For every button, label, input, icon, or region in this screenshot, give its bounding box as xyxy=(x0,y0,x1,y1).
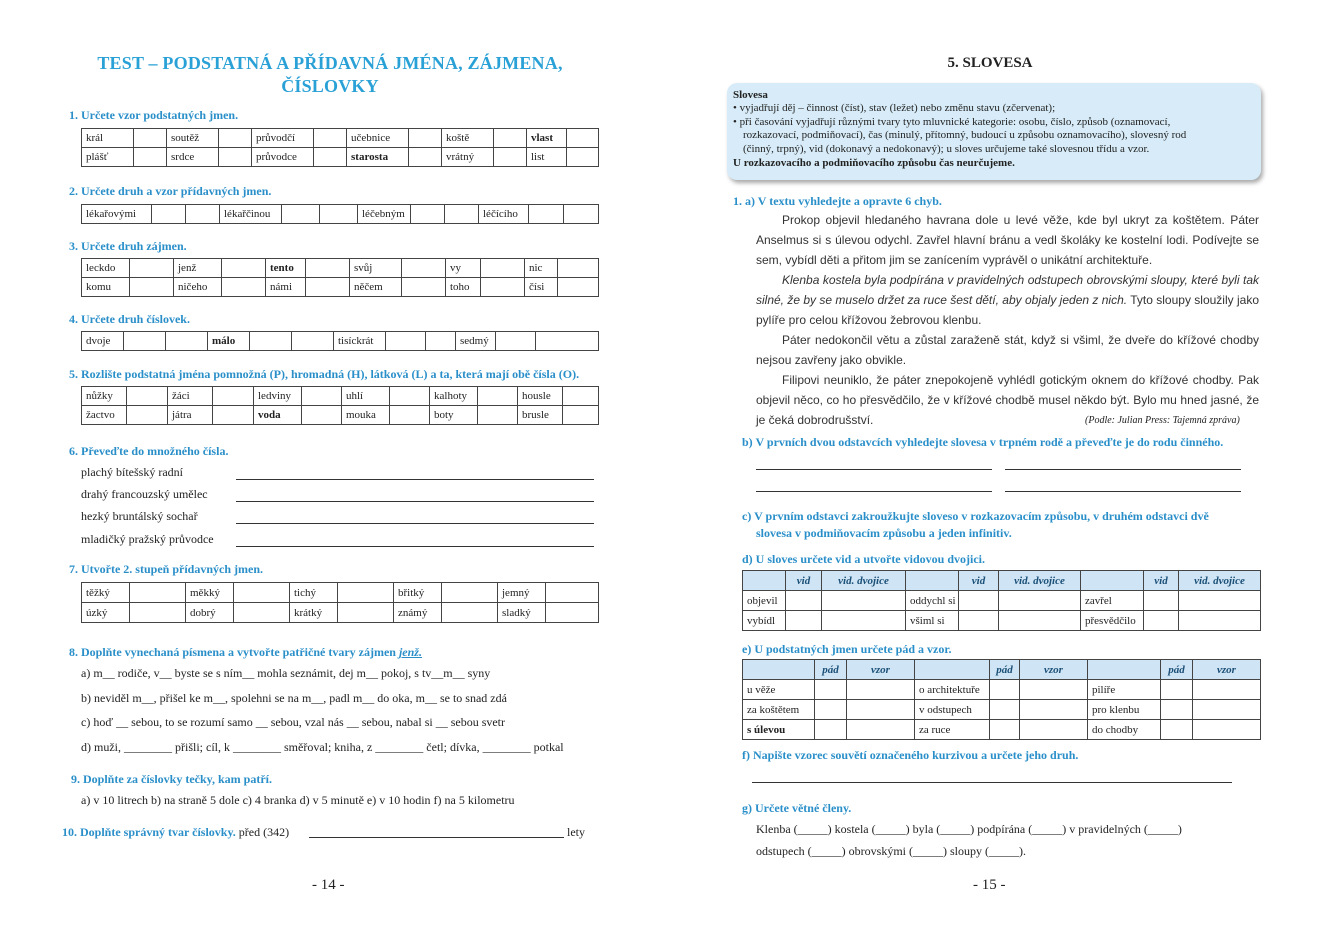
word-cell: plášť xyxy=(82,148,134,167)
answer-cell[interactable] xyxy=(166,332,208,351)
answer-cell[interactable] xyxy=(222,259,266,278)
word-cell: tento xyxy=(266,259,306,278)
answer-cell[interactable] xyxy=(847,680,915,700)
q1a-label: 1. a) V textu vyhledejte a opravte 6 chyb. xyxy=(733,194,942,208)
qe-table xyxy=(742,659,1261,740)
header-cell xyxy=(1088,660,1161,680)
answer-cell[interactable] xyxy=(822,591,906,611)
word-cell: mouka xyxy=(342,406,390,425)
qe-row xyxy=(743,700,1261,720)
answer-cell[interactable] xyxy=(402,259,446,278)
answer-line[interactable] xyxy=(236,501,594,502)
word-cell: průvodčí xyxy=(252,129,314,148)
answer-cell[interactable] xyxy=(130,278,174,297)
word-cell: námi xyxy=(266,278,306,297)
answer-cell[interactable] xyxy=(292,332,334,351)
q7-table xyxy=(81,582,599,623)
answer-cell[interactable] xyxy=(409,129,442,148)
chapter-title: 5. SLOVESA xyxy=(947,55,1033,71)
answer-cell[interactable] xyxy=(1161,720,1193,740)
answer-cell[interactable] xyxy=(558,259,599,278)
qb-label: b) V prvních dvou odstavcích vyhledejte slovesa v trpném rodě a převeďte je do rodu činného. xyxy=(742,435,1224,449)
answer-cell[interactable] xyxy=(563,387,599,406)
answer-cell[interactable] xyxy=(1179,591,1261,611)
word-cell: srdce xyxy=(167,148,219,167)
q5-row xyxy=(82,387,599,406)
text-paragraph-4: Filipovi neuniklo, že páter znepokojeně vyhlédl gotickým oknem do křížové chodby. Pak objevil něco, co ho přesvědčilo, že v křížové chodbě musel někdo být. Bylo mu hned jasné, že je čeká dobrodrušství. xyxy=(756,373,1259,427)
answer-cell[interactable] xyxy=(302,387,342,406)
answer-cell[interactable] xyxy=(314,148,347,167)
answer-cell[interactable] xyxy=(558,278,599,297)
source-citation: (Podle: Julian Press: Tajemná zpráva) xyxy=(1085,415,1240,426)
q8-label-word: jenž. xyxy=(398,645,422,659)
q8-line: d) muži, ________ přišli; cíl, k ________ směřoval; kniha, z ________ četl; dívka, ________ potkal xyxy=(81,740,564,754)
q5-table xyxy=(81,386,599,425)
title-line-2: ČÍSLOVKY xyxy=(281,76,379,96)
word-cell: voda xyxy=(254,406,302,425)
answer-cell[interactable] xyxy=(222,278,266,297)
text-paragraph-1: Prokop objevil hledaného havrana dole u levé věže, kde byl ukryt za koštětem. Páter Anselmus si s úlevou odychl. Zavřel hlavní bránu a vedl školáky ke kostelní lodi. Podívejte se sem, vybídl děti a přitom jim se zanícením vyprávěl o unikátní architektuře. xyxy=(756,213,1259,267)
word-cell: brusle xyxy=(518,406,563,425)
word-cell: vlast xyxy=(527,129,567,148)
answer-cell[interactable] xyxy=(567,148,599,167)
word-cell: tichý xyxy=(290,583,338,603)
q2-label: 2. Určete druh a vzor přídavných jmen. xyxy=(69,184,272,198)
answer-cell[interactable] xyxy=(1144,591,1179,611)
answer-cell[interactable] xyxy=(564,205,599,224)
answer-cell[interactable] xyxy=(563,406,599,425)
word-cell: housle xyxy=(518,387,563,406)
q8-line: a) m__ rodiče, v__ byste se s ním__ mohla seznámit, dej m__ pokoj, s tv__m__ syny xyxy=(81,666,491,680)
q1-row xyxy=(82,129,599,148)
word-cell: sladký xyxy=(498,603,546,623)
q9-label: 9. Doplňte za číslovky tečky, kam patří. xyxy=(71,772,272,786)
answer-cell[interactable] xyxy=(959,591,999,611)
text-italic-sentence: Klenba kostela byla podpírána v pravidelných odstupech obrovskými sloupy, které byli tak silné, že by se muselo držet za ruce šest dětí, aby objaly jeden z nich. xyxy=(756,273,1259,307)
header-cell: vzor xyxy=(1020,660,1088,680)
word-cell: vrátný xyxy=(442,148,494,167)
header-cell: pád xyxy=(990,660,1020,680)
answer-cell[interactable] xyxy=(990,720,1020,740)
page-number: - 15 - xyxy=(973,877,1006,893)
answer-cell[interactable] xyxy=(302,406,342,425)
qd-label: d) U sloves určete vid a utvořte vidovou dvojici. xyxy=(742,552,985,566)
word-cell: lékařčinou xyxy=(220,205,282,224)
header-cell xyxy=(743,660,815,680)
answer-cell[interactable] xyxy=(442,583,498,603)
header-cell xyxy=(1081,571,1144,591)
answer-cell[interactable] xyxy=(1144,611,1179,631)
answer-cell[interactable] xyxy=(152,205,186,224)
word-cell: soutěž xyxy=(167,129,219,148)
word-cell: těžký xyxy=(82,583,130,603)
word-cell: všiml si xyxy=(906,611,959,631)
answer-cell[interactable] xyxy=(847,700,915,720)
answer-cell[interactable] xyxy=(1193,720,1261,740)
q8-label-text: 8. Doplňte vynechaná písmena a vytvořte patřičné tvary zájmen xyxy=(69,645,396,659)
qg-line: odstupech (_____) obrovskými (_____) sloupy (_____). xyxy=(756,844,1026,858)
word-cell: u věže xyxy=(743,680,815,700)
qe-header-row xyxy=(743,660,1261,680)
word-cell: leckdo xyxy=(82,259,130,278)
answer-cell[interactable] xyxy=(478,406,518,425)
word-cell: učebnice xyxy=(347,129,409,148)
answer-cell[interactable] xyxy=(390,406,430,425)
word-cell: málo xyxy=(208,332,250,351)
q3-label: 3. Určete druh zájmen. xyxy=(69,239,187,253)
word-cell: oddychl si xyxy=(906,591,959,611)
word-cell: žáci xyxy=(168,387,213,406)
header-cell: vid xyxy=(1144,571,1179,591)
answer-cell[interactable] xyxy=(481,259,525,278)
answer-cell[interactable] xyxy=(282,205,320,224)
answer-cell[interactable] xyxy=(130,259,174,278)
word-cell: léčebným xyxy=(358,205,411,224)
answer-cell[interactable] xyxy=(815,720,847,740)
word-cell: list xyxy=(527,148,567,167)
word-cell: pro klenbu xyxy=(1088,700,1161,720)
answer-cell[interactable] xyxy=(815,700,847,720)
answer-cell[interactable] xyxy=(130,603,186,623)
header-cell xyxy=(906,571,959,591)
answer-line[interactable] xyxy=(236,546,594,547)
qc-label-1: c) V prvním odstavci zakroužkujte sloveso v rozkazovacím způsobu, v druhém odstavci dvě xyxy=(742,509,1209,523)
word-cell: dvoje xyxy=(82,332,124,351)
answer-cell[interactable] xyxy=(320,205,358,224)
answer-cell[interactable] xyxy=(496,332,536,351)
answer-cell[interactable] xyxy=(130,583,186,603)
header-cell xyxy=(915,660,990,680)
qe-label: e) U podstatných jmen určete pád a vzor. xyxy=(742,642,952,656)
q2-table xyxy=(81,204,599,224)
q8-line: c) hoď __ sebou, to se rozumí samo __ sebou, vzal nás __ sebou, nabal si __ sebou svetr xyxy=(81,715,506,729)
answer-cell[interactable] xyxy=(411,205,445,224)
word-cell: krátký xyxy=(290,603,338,623)
answer-cell[interactable] xyxy=(999,611,1081,631)
answer-cell[interactable] xyxy=(1193,700,1261,720)
word-cell: něčem xyxy=(350,278,402,297)
q10-label-text: 10. Doplňte správný tvar číslovky. xyxy=(62,825,236,839)
q2-row xyxy=(82,205,599,224)
answer-cell[interactable] xyxy=(546,603,599,623)
qd-header-row xyxy=(743,571,1261,591)
answer-cell[interactable] xyxy=(1179,611,1261,631)
answer-cell[interactable] xyxy=(786,611,822,631)
word-cell: žactvo xyxy=(82,406,127,425)
word-cell: ledviny xyxy=(254,387,302,406)
qd-table xyxy=(742,570,1261,631)
q4-row xyxy=(82,332,599,351)
info-box-line: U rozkazovacího a podmiňovacího způsobu čas neurčujeme. xyxy=(733,157,1015,169)
header-cell: vzor xyxy=(1193,660,1261,680)
word-cell: vy xyxy=(446,259,481,278)
answer-cell[interactable] xyxy=(494,129,527,148)
q1-row xyxy=(82,148,599,167)
answer-cell[interactable] xyxy=(990,680,1020,700)
answer-line[interactable] xyxy=(236,523,594,524)
word-cell: starosta xyxy=(347,148,409,167)
answer-cell[interactable] xyxy=(409,148,442,167)
answer-cell[interactable] xyxy=(786,591,822,611)
word-cell: tisíckrát xyxy=(334,332,386,351)
answer-cell[interactable] xyxy=(250,332,292,351)
word-cell: známý xyxy=(394,603,442,623)
answer-cell[interactable] xyxy=(442,603,498,623)
word-cell: toho xyxy=(446,278,481,297)
answer-cell[interactable] xyxy=(127,387,168,406)
word-cell: léčícího xyxy=(479,205,529,224)
answer-line[interactable] xyxy=(756,491,992,492)
q7-row xyxy=(82,583,599,603)
answer-cell[interactable] xyxy=(536,332,599,351)
answer-cell[interactable] xyxy=(306,278,350,297)
word-cell: objevil xyxy=(743,591,786,611)
header-cell: vzor xyxy=(847,660,915,680)
word-cell: vybídl xyxy=(743,611,786,631)
answer-cell[interactable] xyxy=(959,611,999,631)
header-cell: vid xyxy=(786,571,822,591)
answer-cell[interactable] xyxy=(213,406,254,425)
header-cell: vid xyxy=(959,571,999,591)
word-cell: za ruce xyxy=(915,720,990,740)
answer-cell[interactable] xyxy=(481,278,525,297)
answer-line[interactable] xyxy=(236,479,594,480)
answer-cell[interactable] xyxy=(990,700,1020,720)
title-line-1: TEST – PODSTATNÁ A PŘÍDAVNÁ JMÉNA, ZÁJMENA, xyxy=(97,53,563,73)
answer-cell[interactable] xyxy=(402,278,446,297)
answer-cell[interactable] xyxy=(390,387,430,406)
word-cell: průvodce xyxy=(252,148,314,167)
q6-label: 6. Převeďte do množného čísla. xyxy=(69,444,229,458)
q7-label: 7. Utvořte 2. stupeň přídavných jmen. xyxy=(69,562,263,576)
q8-label xyxy=(69,645,422,660)
word-cell: uhlí xyxy=(342,387,390,406)
q3-row xyxy=(82,278,599,297)
answer-cell[interactable] xyxy=(822,611,906,631)
word-cell: boty xyxy=(430,406,478,425)
answer-cell[interactable] xyxy=(219,129,252,148)
word-cell: játra xyxy=(168,406,213,425)
answer-cell[interactable] xyxy=(445,205,479,224)
page-number: - 14 - xyxy=(312,877,345,893)
word-cell: úzký xyxy=(82,603,130,623)
word-cell: lékařovými xyxy=(82,205,152,224)
word-cell: kalhoty xyxy=(430,387,478,406)
q7-row xyxy=(82,603,599,623)
answer-cell[interactable] xyxy=(219,148,252,167)
answer-cell[interactable] xyxy=(306,259,350,278)
answer-cell[interactable] xyxy=(999,591,1081,611)
answer-line[interactable] xyxy=(752,782,1232,783)
word-cell: nic xyxy=(525,259,558,278)
info-box-heading: Slovesa xyxy=(733,89,768,101)
q10-prefix: před (342) xyxy=(238,825,290,839)
answer-cell[interactable] xyxy=(338,583,394,603)
qd-row xyxy=(743,591,1261,611)
word-cell: ničeho xyxy=(174,278,222,297)
answer-cell[interactable] xyxy=(213,387,254,406)
answer-cell[interactable] xyxy=(426,332,456,351)
answer-line[interactable] xyxy=(309,837,564,838)
q3-table xyxy=(81,258,599,297)
answer-cell[interactable] xyxy=(386,332,426,351)
header-cell: pád xyxy=(1161,660,1193,680)
q8-line: b) neviděl m__, přišel ke m__, spolehni se na m__, padl m__ do oka, m__ se to snad zdá xyxy=(81,691,507,705)
answer-cell[interactable] xyxy=(134,129,167,148)
answer-cell[interactable] xyxy=(186,205,220,224)
word-cell: sedmý xyxy=(456,332,496,351)
answer-line[interactable] xyxy=(756,469,992,470)
q4-label: 4. Určete druh číslovek. xyxy=(69,312,190,326)
text-paragraph-2 xyxy=(756,270,1259,330)
answer-line[interactable] xyxy=(1005,469,1241,470)
word-cell: měkký xyxy=(186,583,234,603)
word-cell: za koštětem xyxy=(743,700,815,720)
word-cell: s úlevou xyxy=(743,720,815,740)
word-cell: jemný xyxy=(498,583,546,603)
qg-line: Klenba (_____) kostela (_____) byla (_____) podpírána (_____) v pravidelných (_____) xyxy=(756,822,1182,836)
answer-cell[interactable] xyxy=(1193,680,1261,700)
header-cell: vid. dvojice xyxy=(822,571,906,591)
answer-cell[interactable] xyxy=(1161,680,1193,700)
answer-cell[interactable] xyxy=(124,332,166,351)
header-cell: vid. dvojice xyxy=(1179,571,1261,591)
word-cell: břitký xyxy=(394,583,442,603)
qf-label: f) Napište vzorec souvětí označeného kurzivou a určete jeho druh. xyxy=(742,748,1079,762)
q1-label: 1. Určete vzor podstatných jmen. xyxy=(69,108,239,122)
text-paragraph-3: Páter nedokončil větu a zůstal zaraženě stát, když si všiml, že dveře do křížové chodby nejsou zavřeny jako obvikle. xyxy=(756,333,1259,367)
answer-line[interactable] xyxy=(1005,491,1241,492)
word-cell: čísi xyxy=(525,278,558,297)
answer-cell[interactable] xyxy=(529,205,564,224)
answer-cell[interactable] xyxy=(1020,700,1088,720)
q6-item: plachý bítešský radní xyxy=(81,465,183,479)
info-box-line: • při časování vyjadřují různými tvary tyto mluvnické kategorie: osobu, číslo, způsob (oznamovací, xyxy=(733,116,1171,128)
answer-cell[interactable] xyxy=(546,583,599,603)
header-cell: pád xyxy=(815,660,847,680)
word-cell: přesvědčilo xyxy=(1081,611,1144,631)
qe-row xyxy=(743,720,1261,740)
info-box-line: (činný, trpný), vid (dokonavý a nedokonavý); u sloves určujeme také slovesnou třídu a vzor. xyxy=(743,143,1150,155)
header-cell: vid. dvojice xyxy=(999,571,1081,591)
info-box-line: rozkazovací, podmiňovací), čas (minulý, přítomný, budoucí u způsobu oznamovacího), slovesný rod xyxy=(743,129,1187,141)
word-cell: král xyxy=(82,129,134,148)
answer-cell[interactable] xyxy=(494,148,527,167)
q1-table xyxy=(81,128,599,167)
q4-table xyxy=(81,331,599,351)
answer-cell[interactable] xyxy=(127,406,168,425)
header-cell xyxy=(743,571,786,591)
answer-cell[interactable] xyxy=(234,583,290,603)
word-cell: v odstupech xyxy=(915,700,990,720)
word-cell: o architektuře xyxy=(915,680,990,700)
answer-cell[interactable] xyxy=(567,129,599,148)
answer-cell[interactable] xyxy=(1020,720,1088,740)
answer-cell[interactable] xyxy=(314,129,347,148)
word-cell: jenž xyxy=(174,259,222,278)
word-cell: komu xyxy=(82,278,130,297)
q3-row xyxy=(82,259,599,278)
answer-cell[interactable] xyxy=(134,148,167,167)
q9-line: a) v 10 litrech b) na straně 5 dole c) 4 branka d) v 5 minutě e) v 10 hodin f) na 5 kilometru xyxy=(81,793,515,807)
word-cell: dobrý xyxy=(186,603,234,623)
q6-item: drahý francouzský umělec xyxy=(81,487,208,501)
answer-cell[interactable] xyxy=(478,387,518,406)
q10-label xyxy=(62,825,289,840)
test-title xyxy=(60,52,600,98)
qc-label-2: slovesa v podmiňovacím způsobu a jeden infinitiv. xyxy=(756,526,1012,540)
info-box-line: • vyjadřují děj – činnost (číst), stav (ležet) nebo změnu stavu (zčervenat); xyxy=(733,102,1056,114)
answer-cell[interactable] xyxy=(847,720,915,740)
q5-label: 5. Rozlište podstatná jména pomnožná (P), hromadná (H), látková (L) a ta, která mají obě čísla (O). xyxy=(69,367,580,381)
q10-suffix: lety xyxy=(567,825,585,839)
answer-cell[interactable] xyxy=(815,680,847,700)
word-cell: zavřel xyxy=(1081,591,1144,611)
word-cell: svůj xyxy=(350,259,402,278)
answer-cell[interactable] xyxy=(234,603,290,623)
word-cell: koště xyxy=(442,129,494,148)
word-cell: pilíře xyxy=(1088,680,1161,700)
qg-label: g) Určete větné členy. xyxy=(742,801,852,815)
answer-cell[interactable] xyxy=(338,603,394,623)
q6-item: mladičký pražský průvodce xyxy=(81,532,214,546)
word-cell: do chodby xyxy=(1088,720,1161,740)
q5-row xyxy=(82,406,599,425)
qd-row xyxy=(743,611,1261,631)
answer-cell[interactable] xyxy=(1161,700,1193,720)
text-rest: Tyto sloupy sloužily jako pylíře pro celou křížovou žebrovou klenbu. xyxy=(756,293,1260,327)
q6-item: hezký bruntálský sochař xyxy=(81,509,198,523)
word-cell: nůžky xyxy=(82,387,127,406)
qe-row xyxy=(743,680,1261,700)
answer-cell[interactable] xyxy=(1020,680,1088,700)
